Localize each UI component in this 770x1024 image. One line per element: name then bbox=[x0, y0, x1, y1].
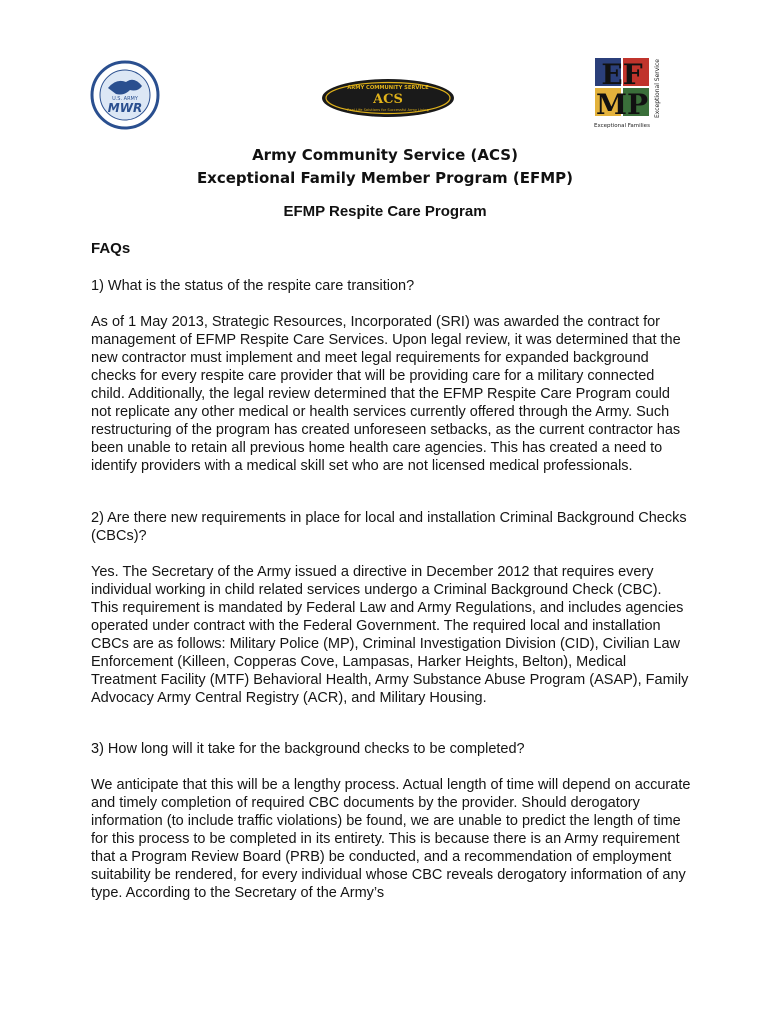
efmp-caption: Exceptional Families bbox=[594, 123, 650, 129]
faq-heading: FAQs bbox=[91, 240, 131, 257]
faq-question-3: 3) How long will it take for the background checks to be completed? bbox=[91, 741, 525, 757]
faq-answer-2: Yes. The Secretary of the Army issued a directive in December 2012 that requires every individual working in child related services undergo a Criminal Background Check (CBC). This requirement is mandated by Federal Law and Army Regulations, and includes agencies operated under contract with the Federal Government. The required local and installation CBCs are as follows: Military Police (MP), Criminal Investigation Division (CID), Civilian Law Enforcement (Killeen, Copperas Cove, Lampasas, Harker Heights, Belton), Medical Treatment Facility (MTF) Behavioral Health, Army Substance Abuse Program (ASAP), Family Advocacy Army Central Registry (ACR), and Military Housing. bbox=[91, 564, 689, 706]
document-title bbox=[0, 144, 770, 190]
mwr-main-text: MWR bbox=[107, 101, 143, 115]
logo-row bbox=[0, 56, 770, 136]
acs-tagline: Real Life Solutions for Successful Army Living bbox=[347, 108, 429, 112]
faq-answer-3: We anticipate that this will be a lengthy process. Actual length of time will depend on accurate and timely completion of required CBC documents by the provider. Should derogatory information (to include traffic violations) be found, we are unable to predict the length of time for this process to be completed in its entirety. This is because there is an Army requirement that a Program Review Board (PRB) be conducted, and a recommendation of employment suitability be rendered, for every individual whose CBC reveals derogatory information of any type. According to the Secretary of the Army’s bbox=[91, 777, 691, 901]
acs-top-text: ARMY COMMUNITY SERVICE bbox=[347, 85, 429, 91]
efmp-logo bbox=[593, 56, 663, 130]
title-line-1: Army Community Service (ACS) bbox=[252, 146, 518, 164]
faq-question-2: 2) Are there new requirements in place for local and installation Criminal Background Checks (CBCs)? bbox=[91, 510, 687, 544]
efmp-letters-top: EF bbox=[601, 58, 643, 91]
acs-main-text: ACS bbox=[373, 92, 403, 107]
efmp-letters-bottom: MP bbox=[595, 88, 649, 121]
faq-answer-1: As of 1 May 2013, Strategic Resources, Incorporated (SRI) was awarded the contract for management of EFMP Respite Care Services. Upon legal review, it was determined that the new contractor must implement and meet legal requirements for expanded background checks for every respite care provider that will be providing care for a military connected child. Additionally, the legal review determined that the EFMP Respite Care Program could not replicate any other medical or health services currently offered through the Army. Such restructuring of the program has created unforeseen setbacks, as the current contractor has been unable to retain all previous home health care agencies. This has created a need to identify providers with a medical skill set who are not licensed medical professionals. bbox=[91, 314, 681, 474]
efmp-side-text: Exceptional Service bbox=[654, 59, 661, 118]
mwr-logo bbox=[90, 60, 160, 130]
faq-question-1: 1) What is the status of the respite care transition? bbox=[91, 278, 415, 294]
acs-logo bbox=[321, 78, 455, 118]
mwr-ring-text: U.S. ARMY bbox=[112, 96, 138, 102]
document-subtitle: EFMP Respite Care Program bbox=[283, 203, 487, 220]
title-line-2: Exceptional Family Member Program (EFMP) bbox=[196, 169, 574, 187]
